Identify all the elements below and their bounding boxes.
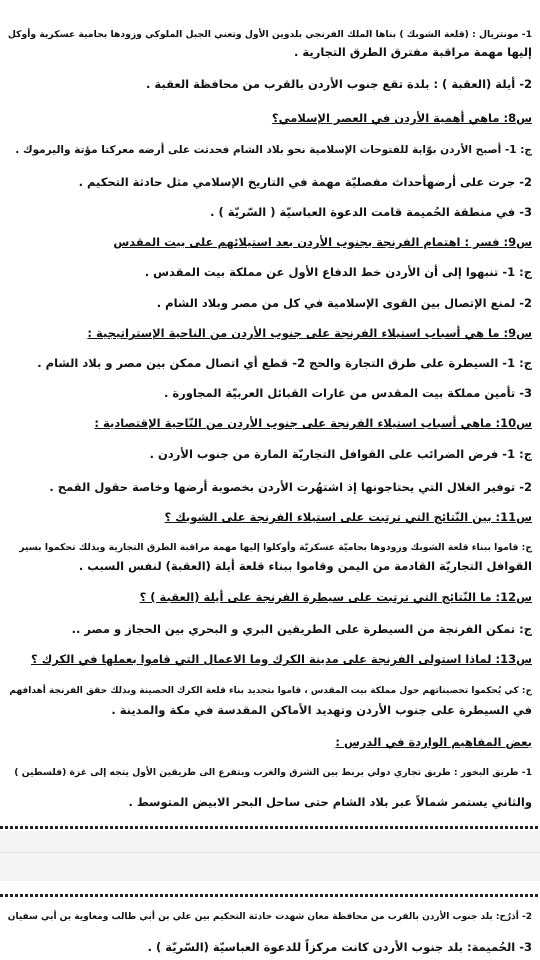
question-8: س8: ماهي أهمية الأردن في العصر الإسلامي؟ — [271, 111, 532, 125]
dotted-separator — [0, 826, 540, 829]
answer-8-3: 3- في منطقة الحُميمة قامت الدعوة العباسيّة ( السّريّة ) . — [210, 205, 532, 219]
page-gap-divider — [0, 852, 540, 853]
answer-10-1: ج: 1- فرض الضرائب على القوافل التجاريّة المارة من جنوب الأردن . — [149, 447, 532, 461]
definition-montreal: 1- مونتريال : (قلعة الشوبك ) بناها الملك الفرنجي بلدوين الأول وتعني الجبل الملوكي وزودها بحامية عسكرية وأوكل — [7, 29, 532, 40]
dotted-separator-bottom — [0, 894, 540, 897]
answer-9-1: ج: 1- تنبهوا إلى أن الأردن خط الدفاع الأول عن مملكة بيت المقدس . — [144, 265, 532, 279]
answer-8-1: ج: 1- أصبح الأردن بوّابة للفتوحات الإسلامية نحو بلاد الشام فحدثت على أرضه معركتا مؤتة واليرموك . — [15, 144, 532, 156]
question-11: س11: بين النّتائج التي ترتبت على استيلاء الفرنجة على الشوبك ؟ — [164, 510, 532, 524]
answer-strategic-2: 3- تأمين مملكة بيت المقدس من غارات القبائل العربيّة المجاورة . — [163, 386, 532, 400]
definition-humayma: 3- الحُميمة: بلد جنوب الأردن كانت مركزاً للدعوة العباسيّة (السّريّة ) . — [147, 940, 532, 954]
answer-10-2: 2- توفير الغلال التي يحتاجونها إذ اشتهُرت الأردن بخصوبة أرضها وخاصة حقول القمح . — [49, 480, 532, 494]
definition-ayla: 2- أيلة (العقبة ) : بلدة تقع جنوب الأردن بالقرب من محافظة العقبة . — [146, 77, 532, 91]
question-12: س12: ما النّتائج التي ترتبت على سيطرة الفرنجة على أيلة (العقبة ) ؟ — [139, 590, 532, 604]
answer-9-2: 2- لمنع الإتصال بين القوى الإسلامية في كل من مصر وبلاد الشام . — [156, 296, 532, 310]
answer-8-2: 2- جرت على أرضهأحداث مفصليّة مهمة في التاريخ الإسلامي مثل حادثة التحكيم . — [78, 175, 532, 189]
question-9: س9: فسر : اهتمام الفرنجة بجنوب الأردن بعد استيلائهم على بيت المقدس — [113, 235, 532, 249]
definition-montreal-cont: إليها مهمة مراقبة مفترق الطرق التجارية . — [294, 45, 532, 59]
answer-11-1: ج: قاموا ببناء قلعة الشوبك وزودوها بحاميّة عسكريّة وأوكلوا إليها مهمة مراقبة الطرق التجارية وبذلك تحكموا بسير — [19, 542, 532, 553]
question-13: س13: لماذا استولى الفرنجة على مدينة الكرك وما الاعمال التي قاموا بعملها في الكرك ؟ — [31, 652, 532, 666]
question-strategic: س9: ما هي أسباب استيلاء الفرنجة على جنوب الأردن من الناحية الإستراتيجية : — [87, 326, 532, 340]
concept-incense-road: 1- طريق البخور : طريق تجاري دولي يربط بين الشرق والغرب ويتفرع الى طريقين الأول يتجه إلى غزة (فلسطين ) — [14, 767, 532, 778]
answer-strategic-1: ج: 1- السيطرة على طرق التجارة والحج 2- قطع أي اتصال ممكن بين مصر و بلاد الشام . — [37, 356, 532, 370]
answer-12-1: ج: تمكن الفرنجة من السيطرة على الطريقين البري و البحري بين الحجاز و مصر .. — [71, 622, 532, 636]
definition-adhruh: 2- أذرُح: بلد جنوب الأردن بالقرب من محافظة معان شهدت حادثة التحكيم بين علي بن أبي طالب ومعاوية بن أبي سفيان — [7, 912, 532, 922]
concept-incense-road-cont: والثاني يستمر شمالاً عبر بلاد الشام حتى ساحل البحر الابيض المتوسط . — [128, 795, 532, 809]
answer-13-2: في السيطرة على جنوب الأردن وتهديد الأماكن المقدسة في مكة والمدينة . — [111, 703, 532, 717]
concepts-heading: بعض المفاهيم الواردة في الدرس : — [335, 735, 532, 749]
answer-11-2: القوافل التجاريّة القادمة من اليمن وقاموا ببناء قلعة أيلة (العقبة) لنفس السبب . — [78, 559, 532, 573]
answer-13-1: ج: كي يُحكموا تحصيناتهم حول مملكة بيت المقدس ، قاموا بتجديد بناء قلعة الكرك الحصينة وبذلك حقق الفرنجة أهدافهم — [9, 686, 532, 696]
question-10: س10: ماهي أسباب استيلاء الفرنجة على جنوب الأردن من النّاحية الإقتصادية : — [94, 416, 532, 430]
page-gap — [0, 831, 540, 881]
